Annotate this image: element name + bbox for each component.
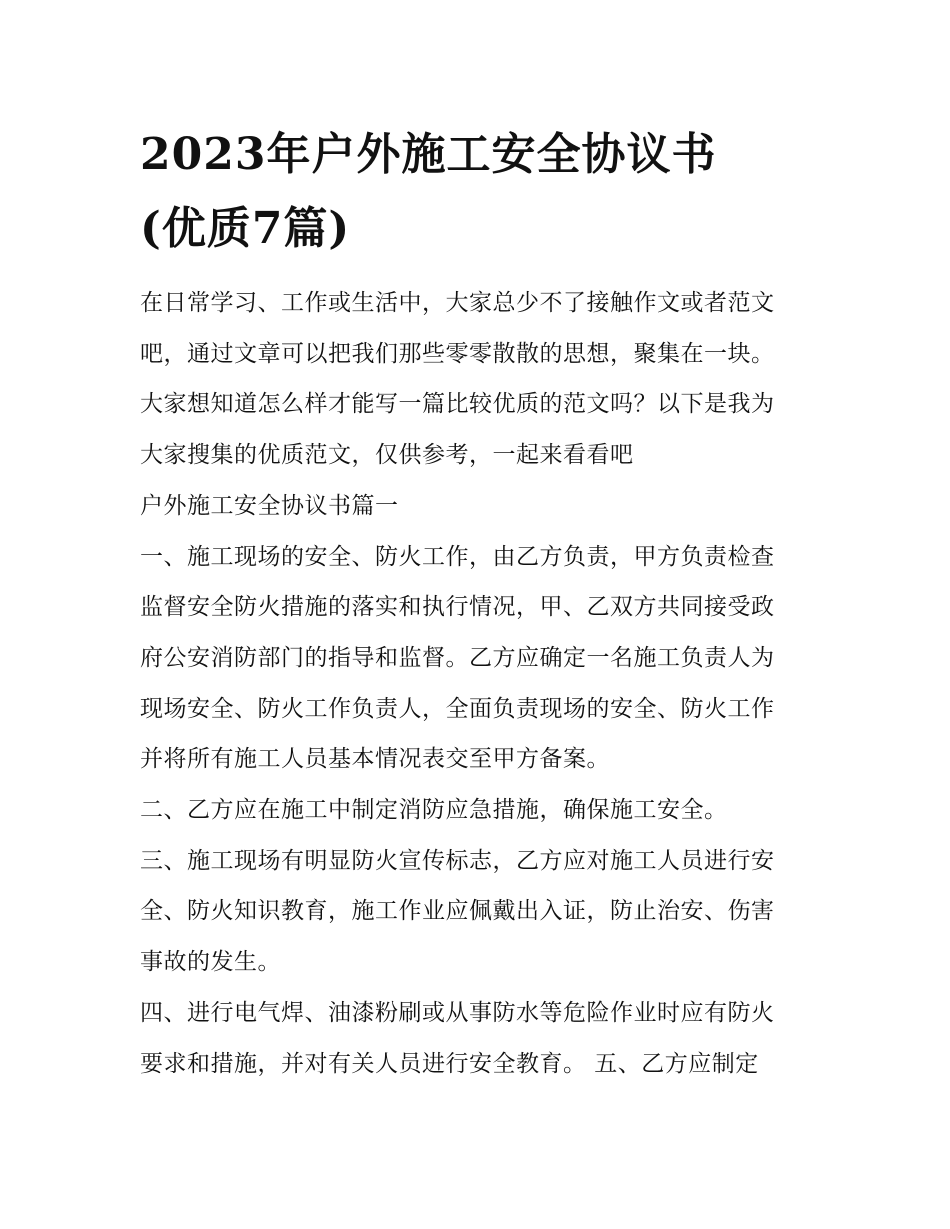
title-line-2: (优质7篇) (140, 203, 351, 254)
body-line: 二、乙方应在施工中制定消防应急措施，确保施工安全。 (140, 797, 728, 824)
body-line: 一、施工现场的安全、防火工作，由乙方负责，甲方负责检查 (140, 543, 775, 570)
body-line: 全、防火知识教育，施工作业应佩戴出入证，防止治安、伤害 (140, 898, 775, 925)
body-line: 并将所有施工人员基本情况表交至甲方备案。 (140, 746, 610, 773)
body-line: 要求和措施，并对有关人员进行安全教育。 五、乙方应制定 (140, 1050, 759, 1077)
document-title (140, 118, 820, 266)
body-line: 四、进行电气焊、油漆粉刷或从事防水等危险作业时应有防火 (140, 999, 775, 1026)
body-line: 现场安全、防火工作负责人，全面负责现场的安全、防火工作 (140, 695, 775, 722)
body-line: 府公安消防部门的指导和监督。乙方应确定一名施工负责人为 (140, 644, 775, 671)
document-page (140, 118, 820, 1089)
body-line: 在日常学习、工作或生活中，大家总少不了接触作文或者范文 (140, 290, 775, 316)
body-line: 大家想知道怎么样才能写一篇比较优质的范文吗？以下是我为 (140, 391, 775, 418)
body-line: 吧，通过文章可以把我们那些零零散散的思想，聚集在一块。 (140, 340, 775, 367)
section-heading: 户外施工安全协议书篇一 (140, 492, 399, 519)
title-line-1: 2023年户外施工安全协议书 (140, 129, 717, 180)
body-line: 三、施工现场有明显防火宣传标志，乙方应对施工人员进行安 (140, 847, 775, 874)
document-body (140, 278, 820, 1089)
body-line: 大家搜集的优质范文，仅供参考，一起来看看吧 (140, 442, 634, 469)
body-line: 事故的发生。 (140, 949, 281, 976)
body-line: 监督安全防火措施的落实和执行情况，甲、乙双方共同接受政 (140, 594, 775, 621)
